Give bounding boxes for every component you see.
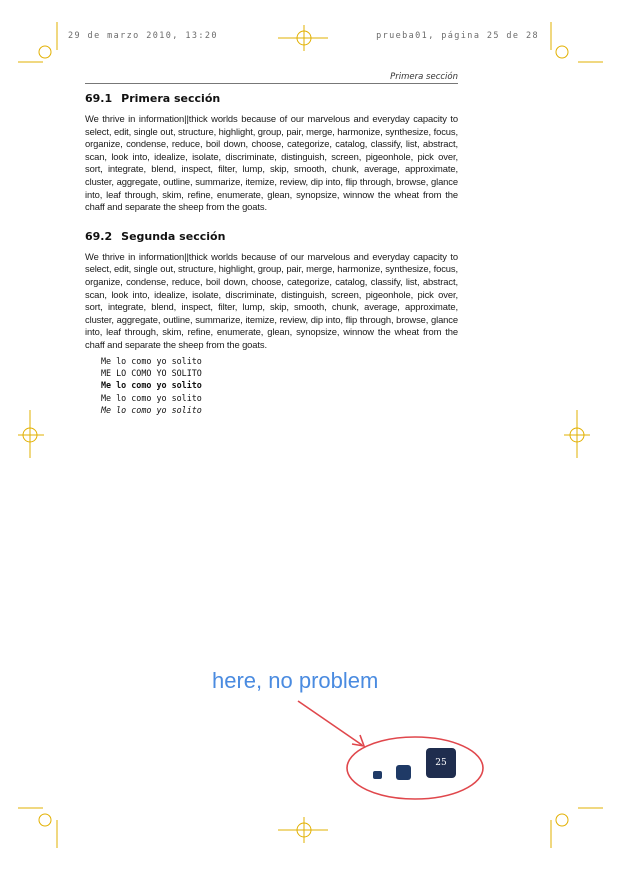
section-paragraph-2: We thrive in information||thick worlds because of our marvelous and everyday capacity to select, edit, single out, structure, highlight, group, pair, merge, harmonize, synthesize, focus, organize, condense, reduce, boil down, choose, categorize, catalog, classify, list, abstract, scan, look into, idealize, isolate, discriminate, distinguish, screen, pigeonhole, pick over, sort, integrate, blend, inspect, filter, lump, skip, smooth, chunk, average, approximate, cluster, aggregate, outline, summarize, itemize, review, dip into, flip through, browse, glance into, leaf through, skim, refine, enumerate, glean, synopsize, winnow the wheat from the chaff and separate the sheep from the goats. — [85, 250, 458, 350]
slug-date: 29 de marzo 2010, 13:20 — [68, 31, 218, 41]
highlight-ring — [347, 737, 483, 799]
arrow-icon — [298, 701, 362, 745]
section-number: 69.1 — [85, 92, 113, 105]
section-title: Primera sección — [121, 92, 221, 105]
section-paragraph-1: We thrive in information||thick worlds because of our marvelous and everyday capacity to select, edit, single out, structure, highlight, group, pair, merge, harmonize, synthesize, focus, organize, condense, reduce, boil down, choose, categorize, catalog, classify, list, abstract, scan, look into, idealize, isolate, discriminate, distinguish, screen, pigeonhole, pick over, sort, integrate, blend, inspect, filter, lump, skip, smooth, chunk, average, approximate, cluster, aggregate, outline, summarize, itemize, review, dip into, flip through, browse, glance into, leaf through, skim, refine, enumerate, glean, synopsize, winnow the wheat from the chaff and separate the sheep from the goats. — [85, 113, 458, 213]
section-number: 69.2 — [85, 229, 113, 243]
code-line-uppercase: ME LO COMO YO SOLITO — [101, 367, 202, 378]
nav-dot-small — [373, 771, 382, 779]
code-line-plain: Me lo como yo solito — [101, 392, 202, 403]
nav-dot-medium — [396, 765, 411, 780]
running-head: Primera sección — [390, 72, 458, 82]
code-line-bold: Me lo como yo solito — [101, 380, 202, 391]
code-line-italic: Me lo como yo solito — [101, 405, 202, 416]
slug-page-info: prueba01, página 25 de 28 — [376, 31, 539, 41]
annotation-text: here, no problem — [212, 668, 379, 693]
section-title: Segunda sección — [121, 229, 226, 243]
page-number-badge: 25 — [426, 748, 456, 778]
code-line-regular: Me lo como yo solito — [101, 355, 202, 366]
